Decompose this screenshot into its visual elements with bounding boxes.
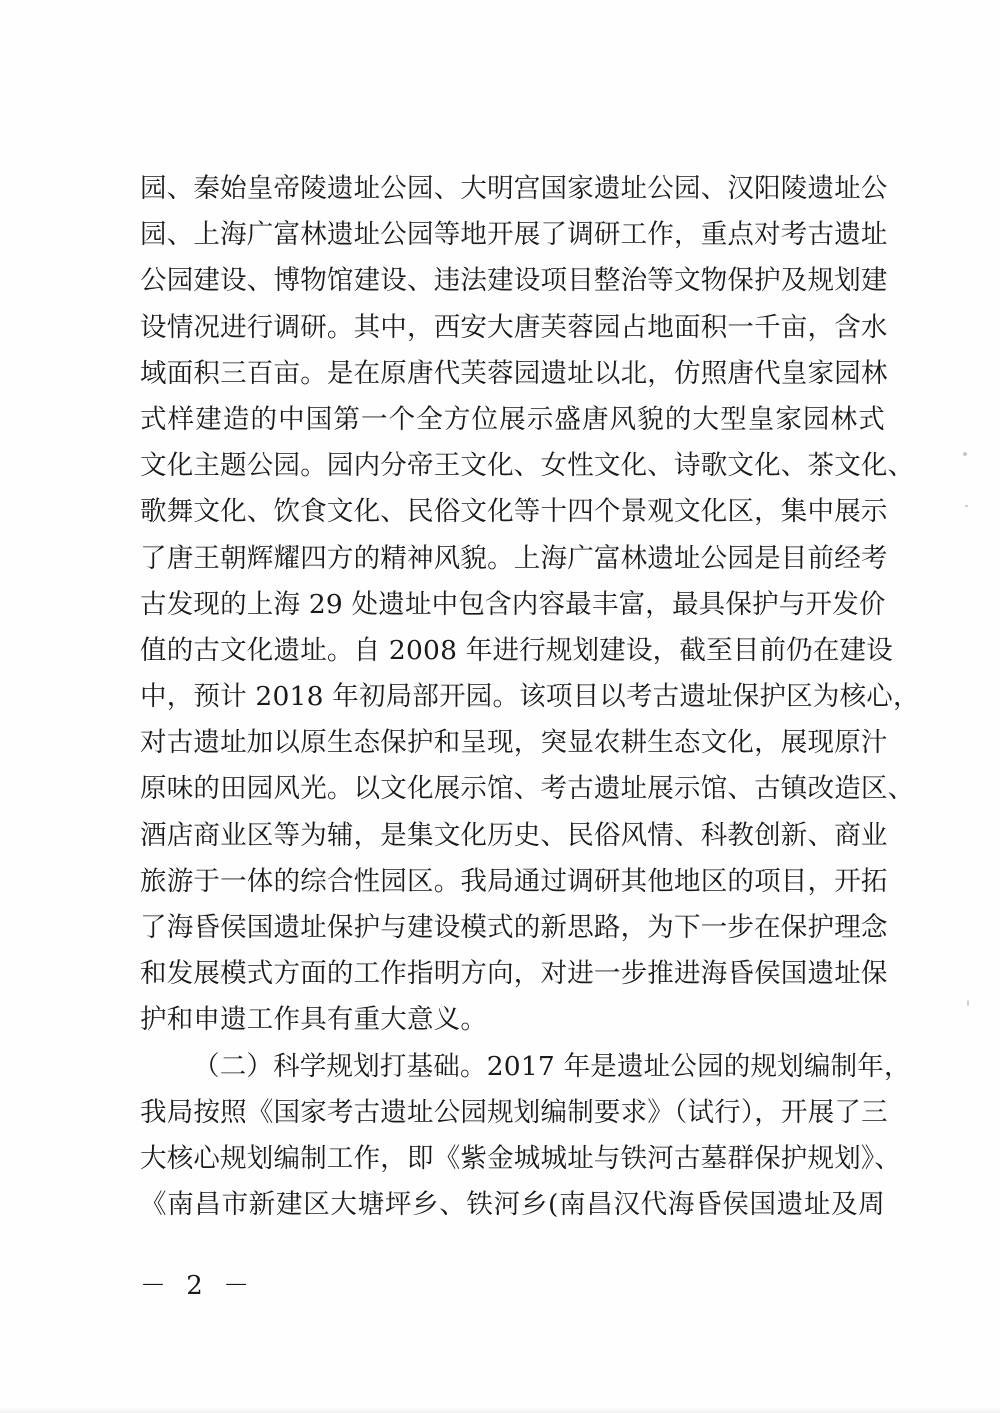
- text-line-4: 设情况进行调研。其中，西安大唐芙蓉园占地面积一千亩，含水: [140, 311, 888, 343]
- text-line-16: 旅游于一体的综合性园区。我局通过调研其他地区的项目，开拓: [140, 865, 888, 897]
- text-line-15: 酒店商业区等为辅，是集文化历史、民俗风情、科教创新、商业: [140, 819, 888, 851]
- text-line-2: 园、上海广富林遗址公园等地开展了调研工作，重点对考古遗址: [140, 219, 888, 251]
- text-line-6: 式样建造的中国第一个全方位展示盛唐风貌的大型皇家园林式: [140, 403, 885, 435]
- scan-speck: [963, 452, 967, 456]
- section-heading-line: （二）科学规划打基础。2017 年是遗址公园的规划编制年，: [193, 1050, 911, 1082]
- text-line-13: 对古遗址加以原生态保护和呈现，突显农耕生态文化，展现原汁: [140, 727, 888, 759]
- text-line-18: 和发展模式方面的工作指明方向，对进一步推进海昏侯国遗址保: [140, 958, 888, 990]
- text-line-17: 了海昏侯国遗址保护与建设模式的新思路，为下一步在保护理念: [140, 912, 888, 943]
- text-line-1: 园、秦始皇帝陵遗址公园、大明宫国家遗址公园、汉阳陵遗址公: [140, 173, 888, 204]
- body-text: [140, 166, 920, 1228]
- text-line-3: 公园建设、博物馆建设、违法建设项目整治等文物保护及规划建: [140, 265, 888, 297]
- text-line-14: 原味的田园风光。以文化展示馆、考古遗址展示馆、古镇改造区、: [140, 773, 915, 805]
- scan-speck: [967, 1000, 969, 1006]
- page-number: － 2 －: [140, 1271, 256, 1301]
- text-line-10: 古发现的上海 29 处遗址中包含内容最丰富，最具保护与开发价: [140, 588, 886, 620]
- text-line-11: 值的古文化遗址。自 2008 年进行规划建设，截至目前仍在建设: [140, 634, 893, 666]
- text-line-5: 域面积三百亩。是在原唐代芙蓉园遗址以北，仿照唐代皇家园林: [140, 357, 888, 389]
- text-line-12: 中，预计 2018 年初局部开园。该项目以考古遗址保护区为核心，: [140, 681, 920, 713]
- text-line-23: 《南昌市新建区大塘坪乡、铁河乡(南昌汉代海昏侯国遗址及周: [140, 1189, 885, 1221]
- text-line-21: 我局按照《国家考古遗址公园规划编制要求》（试行），开展了三: [140, 1096, 888, 1128]
- text-line-22: 大核心规划编制工作，即《紫金城城址与铁河古墓群保护规划》、: [140, 1142, 902, 1174]
- text-line-19: 护和申遗工作具有重大意义。: [140, 1004, 488, 1036]
- text-line-8: 歌舞文化、饮食文化、民俗文化等十四个景观文化区，集中展示: [140, 496, 888, 528]
- scan-speck: [965, 505, 968, 507]
- text-line-9: 了唐王朝辉耀四方的精神风貌。上海广富林遗址公园是目前经考: [140, 542, 888, 574]
- text-line-7: 文化主题公园。园内分帝王文化、女性文化、诗歌文化、茶文化、: [140, 450, 915, 482]
- scan-edge-shadow: [0, 1407, 1000, 1413]
